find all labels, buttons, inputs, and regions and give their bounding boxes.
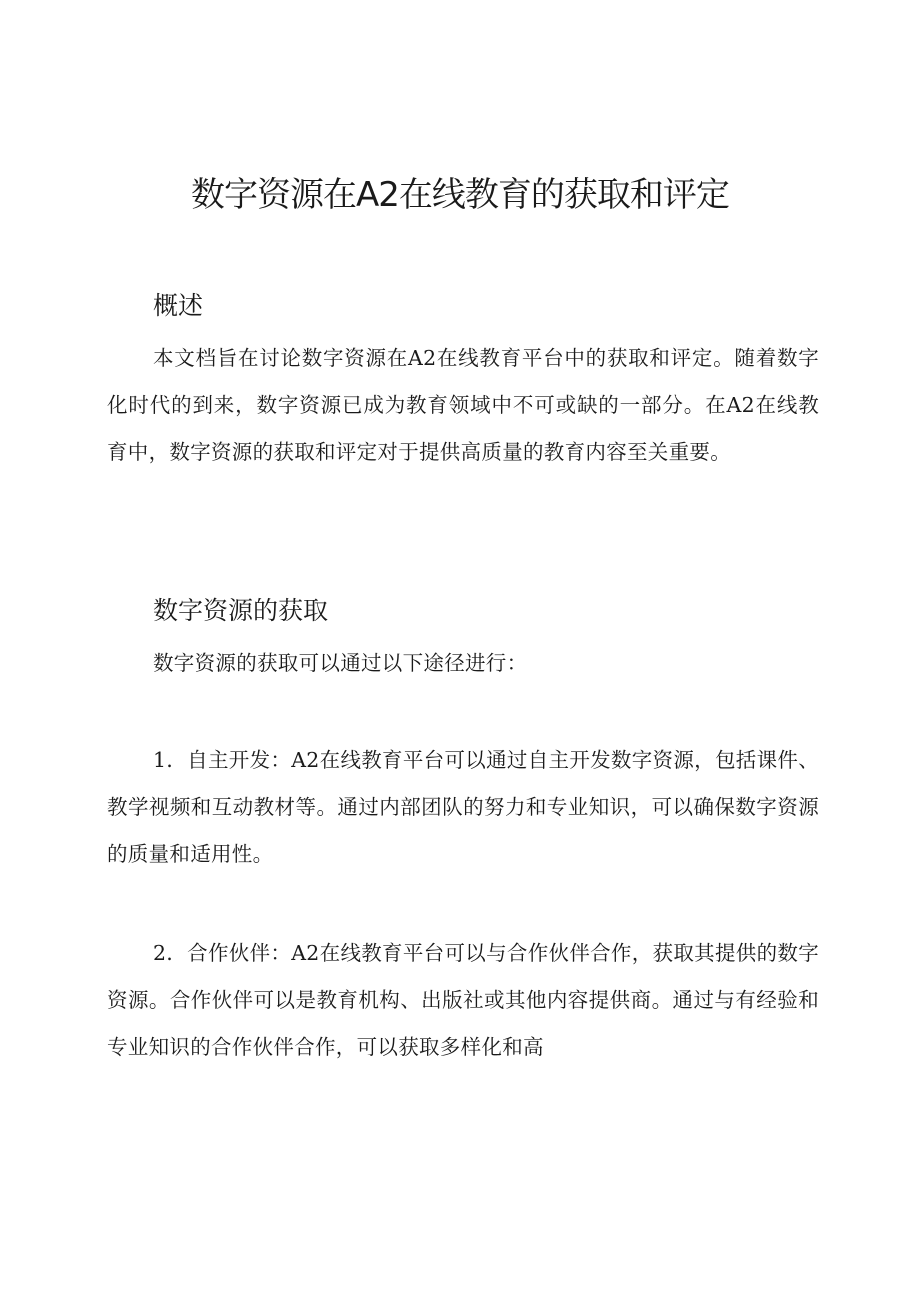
overview-paragraph: 本文档旨在讨论数字资源在A2在线教育平台中的获取和评定。随着数字化时代的到来，数字资源已成为教育领域中不可或缺的一部分。在A2在线教育中，数字资源的获取和评定对于提供高质量的教育内容至关重要。 — [107, 346, 819, 464]
acquisition-intro-paragraph: 数字资源的获取可以通过以下途径进行： — [153, 651, 528, 675]
document-title: 数字资源在A2在线教育的获取和评定 — [191, 175, 729, 215]
section-heading-acquisition: 数字资源的获取 — [153, 596, 329, 625]
acquisition-item-partners: 2．合作伙伴：A2在线教育平台可以与合作伙伴合作，获取其提供的数字资源。合作伙伴可以是教育机构、出版社或其他内容提供商。通过与有经验和专业知识的合作伙伴合作，可以获取多样化和高 — [107, 941, 819, 1059]
acquisition-item-self-development: 1．自主开发：A2在线教育平台可以通过自主开发数字资源，包括课件、教学视频和互动教材等。通过内部团队的努力和专业知识，可以确保数字资源的质量和适用性。 — [107, 748, 819, 866]
section-heading-overview: 概述 — [153, 291, 204, 320]
